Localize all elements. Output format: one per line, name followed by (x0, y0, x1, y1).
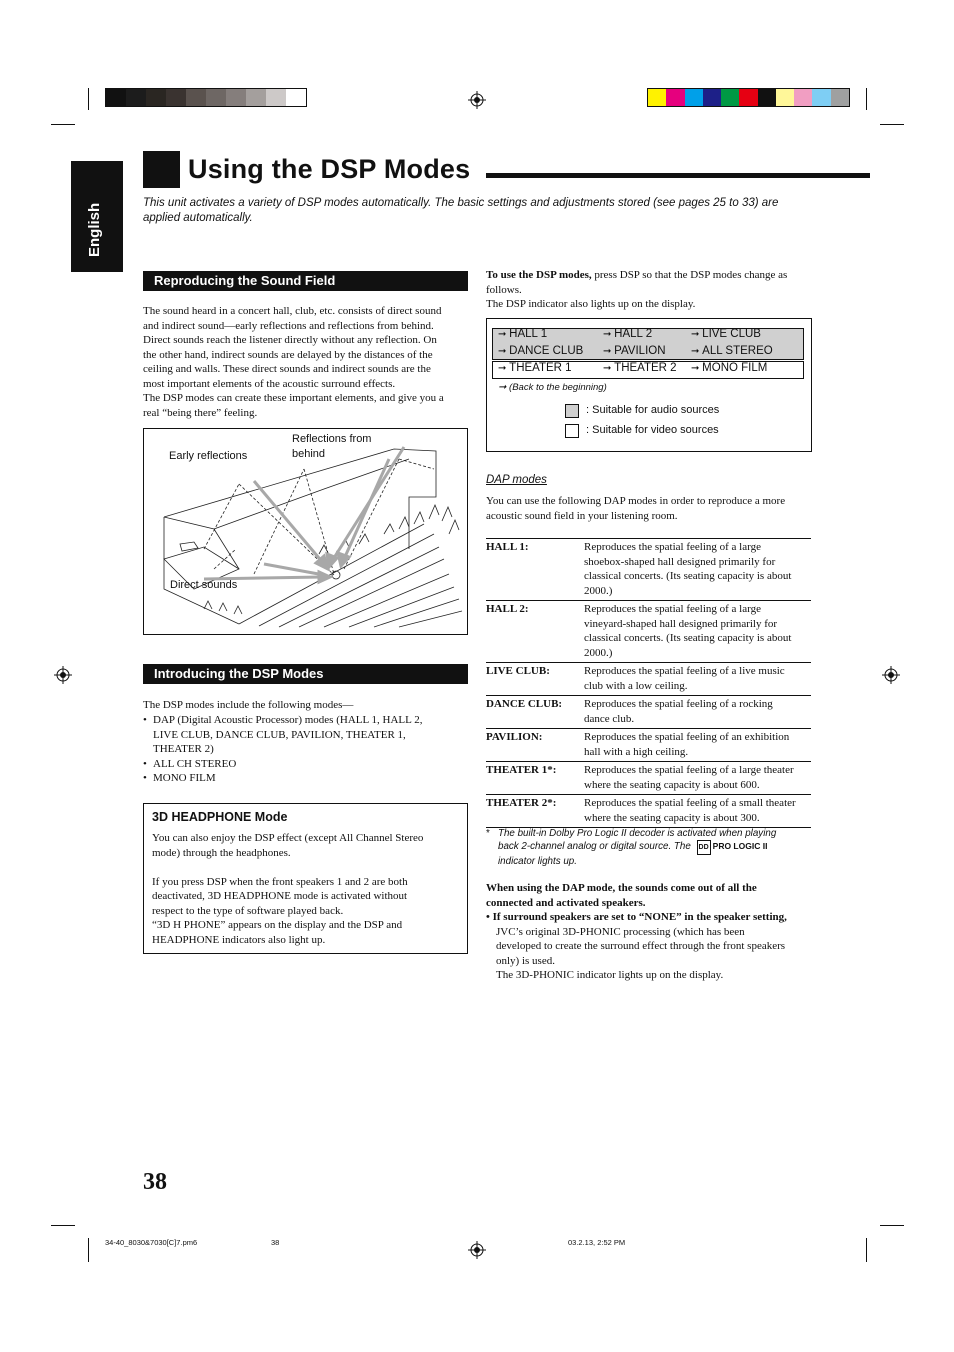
bullet-item (143, 771, 473, 786)
bullet-line: THEATER 2) (153, 743, 214, 755)
mode-item (691, 328, 761, 340)
description-line: shoebox-shaped hall designed primarily for (584, 555, 776, 568)
arrow-right-icon: ➞ (498, 346, 510, 357)
bullet-line: MONO FILM (153, 772, 216, 784)
arrow-right-icon: ➞ (603, 346, 615, 357)
bullet-line: LIVE CLUB, DANCE CLUB, PAVILION, THEATER 1, (153, 728, 406, 741)
dap-intro-line: You can use the following DAP modes in order to reproduce a more (486, 495, 786, 507)
color-swatch (685, 89, 703, 106)
color-swatch (812, 89, 830, 106)
headphone-box (143, 803, 468, 954)
figure-label-direct: Direct sounds (170, 579, 238, 591)
surround-line: JVC’s original 3D-PHONIC processing (which has been (496, 925, 745, 938)
headphone-heading: 3D HEADPHONE Mode (152, 810, 288, 824)
figure-label-early: Early reflections (169, 450, 248, 462)
body-line: ceiling and walls. These direct sounds and indirect sounds are the (143, 363, 431, 375)
color-swatch (776, 89, 794, 106)
description-line: Reproduces the spatial feeling of a small theater (584, 797, 796, 809)
arrow-right-icon: ➞ (691, 363, 703, 374)
mode-label: PAVILION (614, 345, 666, 357)
description-line: Reproduces the spatial feeling of an exhibition (584, 731, 790, 743)
description-line: classical concerts. (Its seating capacity is about (584, 570, 792, 582)
back-note (498, 382, 607, 393)
mode-name: HALL 2: (486, 601, 584, 663)
mode-label: LIVE CLUB (702, 328, 761, 340)
use-dsp-line1: press DSP so that the DSP modes change as (591, 269, 788, 281)
footer-page: 38 (271, 1238, 280, 1247)
registration-mark-icon (882, 666, 900, 684)
description-line: where the seating capacity is about 300. (584, 811, 760, 824)
bullet-dot: • (143, 714, 147, 726)
mode-name: THEATER 1*: (486, 762, 584, 795)
footnote-line-1: The built-in Dolby Pro Logic II decoder is activated when playing (498, 828, 777, 839)
dap-intro-line: acoustic sound field in your listening room. (486, 509, 678, 522)
dap-footnote (486, 827, 816, 868)
description-line: Reproduces the spatial feeling of a large theater (584, 764, 794, 776)
gray-swatch (166, 89, 186, 106)
crop-mark (88, 1238, 89, 1262)
gray-swatch (186, 89, 206, 106)
description-line: classical concerts. (Its seating capacity is about (584, 632, 792, 644)
color-swatch (739, 89, 757, 106)
surround-note: • If surround speakers are set to “NONE” in the speaker setting, JVC’s original 3D-PHONIC processing (which has been developed to create the surround effect through the front speakers only) is used. The 3D-PHONIC indicator lights up on the display. (486, 910, 816, 983)
mode-item (691, 345, 773, 357)
color-swatch (831, 89, 849, 106)
headphone-line: HEADPHONE indicators also light up. (152, 933, 326, 946)
when-using-line: When using the DAP mode, the sounds come out of all the (486, 882, 757, 894)
description-line: Reproduces the spatial feeling of a large (584, 541, 761, 553)
arrow-right-icon: ➞ (603, 363, 615, 374)
description-line: Reproduces the spatial feeling of a live music (584, 665, 785, 677)
mode-item (603, 345, 666, 357)
crop-mark (51, 1225, 75, 1226)
dap-modes-table (486, 538, 811, 828)
footer-date: 03.2.13, 2:52 PM (568, 1238, 626, 1247)
color-swatch (721, 89, 739, 106)
mode-name: PAVILION: (486, 729, 584, 762)
mode-description (584, 795, 811, 828)
headphone-line: deactivated, 3D HEADPHONE mode is activated without (152, 890, 408, 902)
registration-mark-icon (468, 91, 486, 109)
arrow-right-icon: ➞ (498, 363, 510, 374)
intro-dsp-lead: The DSP modes include the following modes— (143, 699, 354, 711)
mode-label: HALL 2 (614, 328, 653, 340)
section-heading-sound-field: Reproducing the Sound Field (143, 271, 468, 291)
mode-item (603, 328, 652, 340)
table-row (486, 762, 811, 795)
figure-label-behind-1: Reflections from (292, 433, 372, 445)
audio-swatch (565, 404, 579, 418)
headphone-line: mode) through the headphones. (152, 846, 291, 859)
description-line: vineyard-shaped hall designed primarily for (584, 617, 778, 630)
legend-audio: : Suitable for audio sources (586, 404, 720, 416)
footer-file: 34-40_8030&7030[C]7.pm6 (105, 1238, 198, 1247)
language-tab-label: English (86, 202, 103, 257)
mode-item (498, 362, 572, 374)
mode-item (498, 345, 583, 357)
sound-field-figure (143, 428, 468, 635)
back-note-text: (Back to the beginning) (509, 382, 607, 393)
body-line: the other hand, indirect sounds are delayed by the distances of the (143, 348, 433, 361)
color-swatch (648, 89, 666, 106)
footnote-star: * (486, 828, 490, 839)
crop-mark (880, 124, 904, 125)
description-line: Reproduces the spatial feeling of a large (584, 603, 761, 615)
surround-bold: If surround speakers are set to “NONE” in the speaker setting, (492, 911, 787, 923)
crop-mark (880, 1225, 904, 1226)
headphone-line: If you press DSP when the front speakers 1 and 2 are both (152, 875, 408, 888)
bullet-dot: • (143, 757, 147, 770)
mode-label: MONO FILM (702, 362, 768, 374)
surround-line: only) is used. (496, 954, 555, 967)
description-line: 2000.) (584, 646, 613, 659)
description-line: Reproduces the spatial feeling of a rocking (584, 698, 773, 710)
mode-label: THEATER 1 (509, 362, 572, 374)
mode-description (584, 729, 811, 762)
gray-swatch (286, 89, 306, 106)
headphone-body (152, 831, 464, 947)
mode-row (492, 328, 805, 345)
description-line: club with a low ceiling. (584, 679, 688, 692)
body-line: real “being there” feeling. (143, 406, 258, 419)
mode-label: HALL 1 (509, 328, 548, 340)
crop-mark (88, 88, 89, 110)
sound-field-body (143, 304, 473, 420)
mode-item (498, 328, 547, 340)
mode-name: THEATER 2*: (486, 795, 584, 828)
body-line: Direct sounds reach the listener directly without any reflection. On (143, 334, 437, 346)
gray-swatch (246, 89, 266, 106)
use-dsp-text (486, 268, 816, 312)
surround-line: developed to create the surround effect through the front speakers (496, 940, 786, 952)
dsp-mode-grid (492, 328, 805, 379)
body-line: The DSP modes can create these important elements, and give you a (143, 392, 444, 404)
table-row (486, 663, 811, 696)
section-heading-intro-dsp: Introducing the DSP Modes (143, 664, 468, 684)
intro-text: This unit activates a variety of DSP modes automatically. The basic settings and adjustments stored (see pages 25 to 33) are applied automatically. (143, 197, 779, 224)
gray-swatch (226, 89, 246, 106)
mode-label: THEATER 2 (614, 362, 677, 374)
bullet-dot: • (143, 772, 147, 784)
footnote-line-3: indicator lights up. (498, 856, 577, 867)
grayscale-bar (105, 88, 307, 107)
table-row (486, 696, 811, 729)
color-swatch (703, 89, 721, 106)
mode-item (691, 362, 767, 374)
footnote-line-2: back 2-channel analog or digital source. The (498, 841, 691, 852)
table-row (486, 729, 811, 762)
arrow-right-icon: ➞ (691, 346, 703, 357)
use-dsp-bold: To use the DSP modes, (486, 269, 592, 281)
table-row (486, 601, 811, 663)
table-row (486, 539, 811, 601)
arrow-right-icon: ➞ (498, 329, 510, 340)
description-line: 2000.) (584, 584, 613, 597)
registration-mark-icon (468, 1241, 486, 1259)
gray-swatch (106, 89, 126, 106)
body-line: The sound heard in a concert hall, club, etc. consists of direct sound (143, 305, 442, 317)
crop-mark (866, 88, 867, 110)
when-using-dap (486, 881, 816, 910)
video-swatch (565, 424, 579, 438)
mode-item (603, 362, 677, 374)
color-bar (647, 88, 850, 107)
table-row (486, 795, 811, 828)
arrow-right-icon: ➞ (691, 329, 703, 340)
description-line: hall with a high ceiling. (584, 745, 689, 758)
bullet-line: ALL CH STEREO (153, 757, 237, 770)
mode-row (492, 362, 805, 379)
crop-mark (866, 1238, 867, 1262)
body-line: and indirect sound—early reflections and reflections from behind. (143, 319, 434, 332)
mode-name: DANCE CLUB: (486, 696, 584, 729)
pro-logic-logo (697, 841, 768, 851)
dap-intro (486, 494, 816, 523)
bullet-item (143, 757, 473, 772)
color-swatch (758, 89, 776, 106)
mode-description (584, 696, 811, 729)
when-using-line: connected and activated speakers. (486, 896, 646, 909)
bullet-item (143, 713, 473, 757)
description-line: dance club. (584, 712, 635, 725)
language-tab (71, 161, 123, 272)
gray-swatch (206, 89, 226, 106)
page-title: Using the DSP Modes (188, 154, 471, 184)
surround-line: The 3D-PHONIC indicator lights up on the display. (496, 969, 724, 981)
mode-name: LIVE CLUB: (486, 663, 584, 696)
mode-name: HALL 1: (486, 539, 584, 601)
registration-mark-icon (54, 666, 72, 684)
gray-swatch (146, 89, 166, 106)
dolby-double-d-icon: DD (697, 840, 711, 855)
color-swatch (666, 89, 684, 106)
mode-label: ALL STEREO (702, 345, 773, 357)
use-dsp-line2: follows. (486, 283, 522, 296)
arrow-right-icon: ➞ (498, 382, 507, 393)
gray-swatch (126, 89, 146, 106)
mode-description (584, 762, 811, 795)
crop-mark (51, 124, 75, 125)
title-rule (486, 173, 870, 178)
arrow-right-icon: ➞ (603, 329, 615, 340)
mode-description (584, 601, 811, 663)
figure-label-behind-2: behind (292, 448, 326, 460)
dap-heading: DAP modes (486, 474, 547, 486)
headphone-line: You can also enjoy the DSP effect (except All Channel Stereo (152, 832, 424, 844)
mode-label: DANCE CLUB (509, 345, 584, 357)
headphone-line: “3D H PHONE” appears on the display and the DSP and (152, 919, 403, 931)
mode-row (492, 345, 805, 362)
body-line: most important elements of the acoustic surround effects. (143, 377, 396, 390)
description-line: where the seating capacity is about 600. (584, 778, 760, 791)
legend-video: : Suitable for video sources (586, 424, 719, 436)
bullet-line: DAP (Digital Acoustic Processor) modes (HALL 1, HALL 2, (153, 714, 423, 726)
mode-description (584, 539, 811, 601)
intro-dsp-bullets (143, 713, 473, 786)
title-marker (143, 151, 180, 188)
gray-swatch (266, 89, 286, 106)
page-number: 38 (143, 1169, 167, 1195)
use-dsp-line3: The DSP indicator also lights up on the display. (486, 298, 696, 310)
color-swatch (794, 89, 812, 106)
pro-logic-logo-text: PRO LOGIC II (712, 841, 768, 851)
headphone-line (152, 860, 464, 875)
mode-description (584, 663, 811, 696)
headphone-line: respect to the type of software played back. (152, 904, 344, 917)
